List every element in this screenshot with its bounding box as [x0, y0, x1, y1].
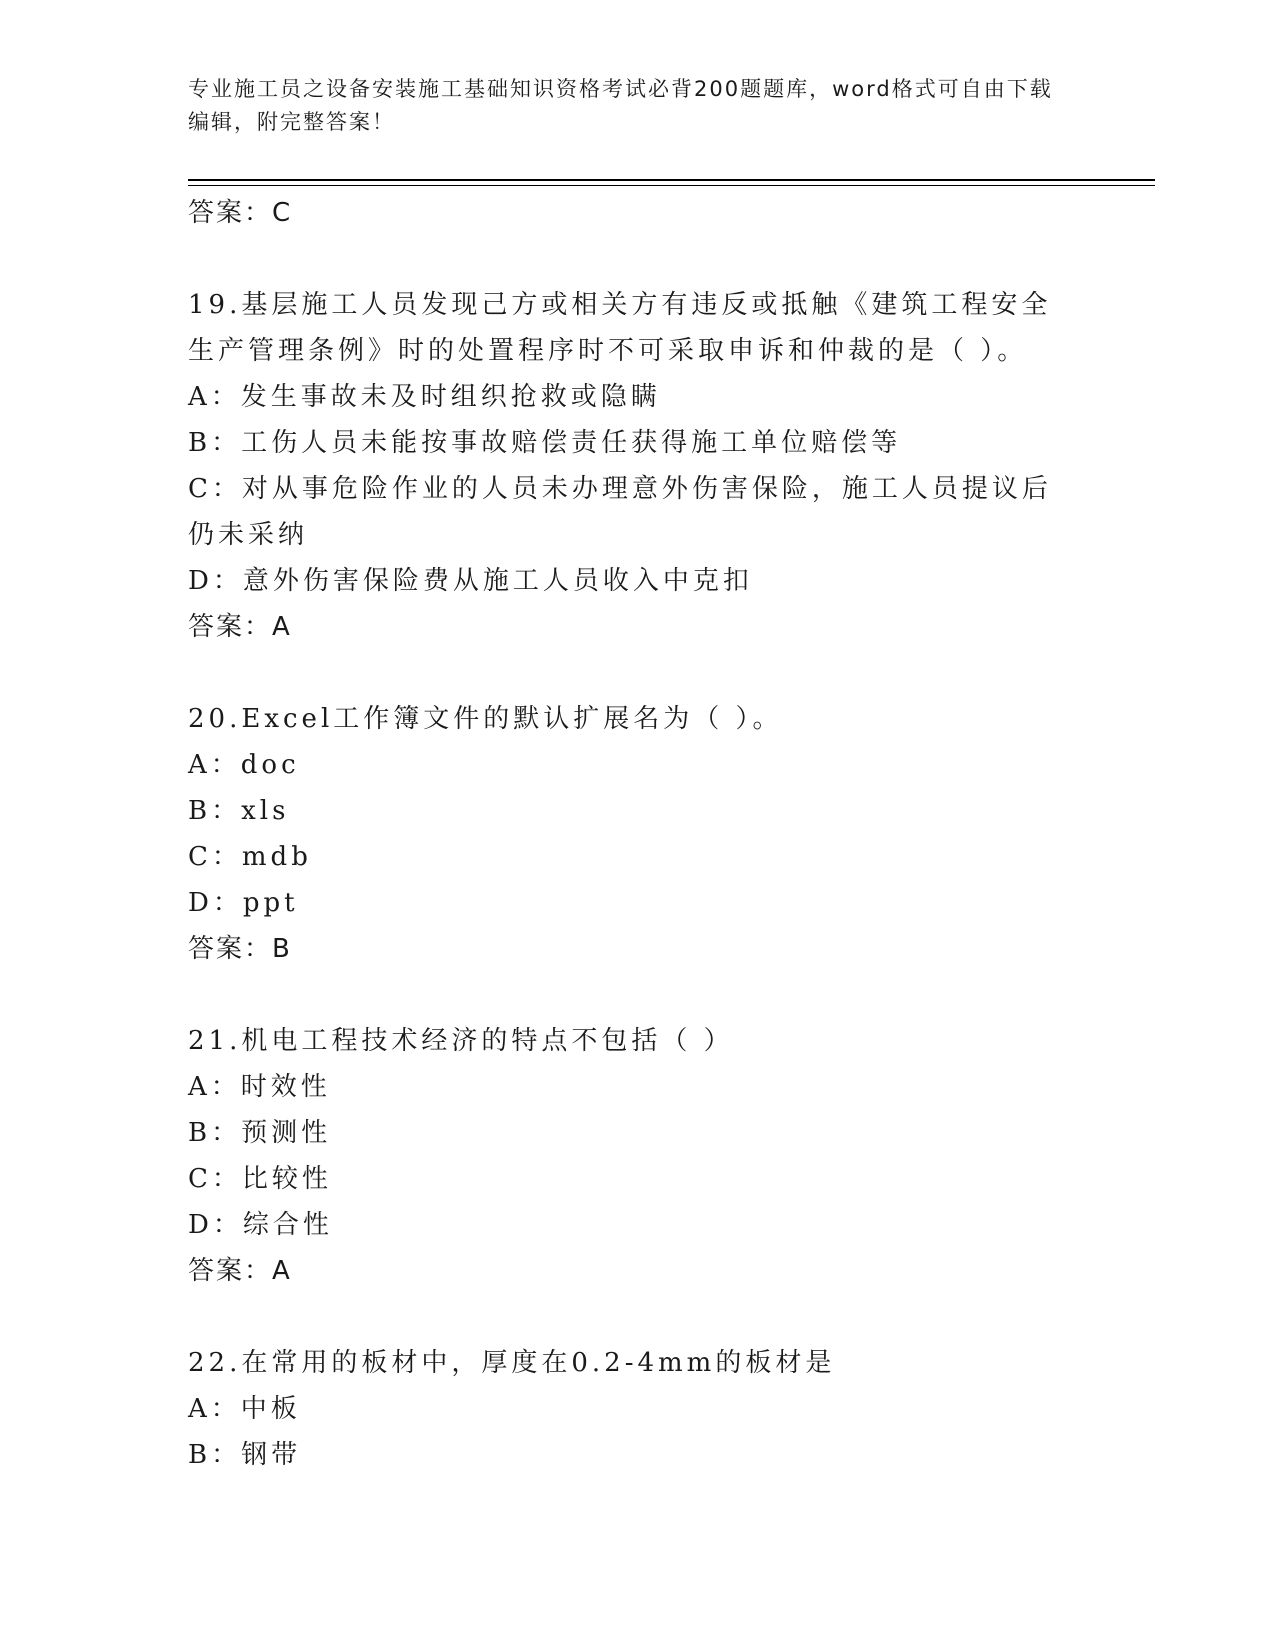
question-20 — [188, 696, 1088, 972]
option-a: A：时效性 — [188, 1072, 331, 1102]
header-rule-thick — [188, 179, 1155, 181]
option-c: C：对从事危险作业的人员未办理意外伤害保险，施工人员提议后仍未采纳 — [188, 474, 1052, 550]
question-stem: 19.基层施工人员发现己方或相关方有违反或抵触《建筑工程安全生产管理条例》时的处置程序时不可采取申诉和仲裁的是（ ）。 — [188, 290, 1052, 366]
answer-line: 答案：C — [188, 198, 293, 228]
option-d: D：意外伤害保险费从施工人员收入中克扣 — [188, 566, 753, 596]
answer-line: 答案：B — [188, 934, 292, 964]
question-21 — [188, 1018, 1088, 1294]
option-b: B：预测性 — [188, 1118, 332, 1148]
option-d: D：综合性 — [188, 1210, 333, 1240]
question-stem: 22.在常用的板材中，厚度在0.2-4mm的板材是 — [188, 1348, 836, 1378]
option-a: A：doc — [188, 750, 300, 780]
option-a: A：中板 — [188, 1394, 301, 1424]
option-b: B：xls — [188, 796, 290, 826]
question-stem: 20.Excel工作簿文件的默认扩展名为（ ）。 — [188, 704, 783, 734]
answer-line: 答案：A — [188, 612, 292, 642]
header-rule-thin — [188, 185, 1155, 186]
option-c: C：比较性 — [188, 1164, 332, 1194]
answer-line: 答案：A — [188, 1256, 292, 1286]
option-d: D：ppt — [188, 888, 299, 918]
question-19 — [188, 282, 1088, 650]
header-title: 专业施工员之设备安装施工基础知识资格考试必背200题题库，word格式可自由下载编辑，附完整答案！ — [188, 77, 1053, 134]
document-header — [188, 73, 1068, 139]
option-c: C：mdb — [188, 842, 312, 872]
question-22 — [188, 1340, 1088, 1478]
document-body — [188, 190, 1088, 1478]
question-stem: 21.机电工程技术经济的特点不包括（ ） — [188, 1026, 734, 1056]
option-b: B：工伤人员未能按事故赔偿责任获得施工单位赔偿等 — [188, 428, 902, 458]
option-b: B：钢带 — [188, 1440, 302, 1470]
option-a: A：发生事故未及时组织抢救或隐瞒 — [188, 382, 661, 412]
